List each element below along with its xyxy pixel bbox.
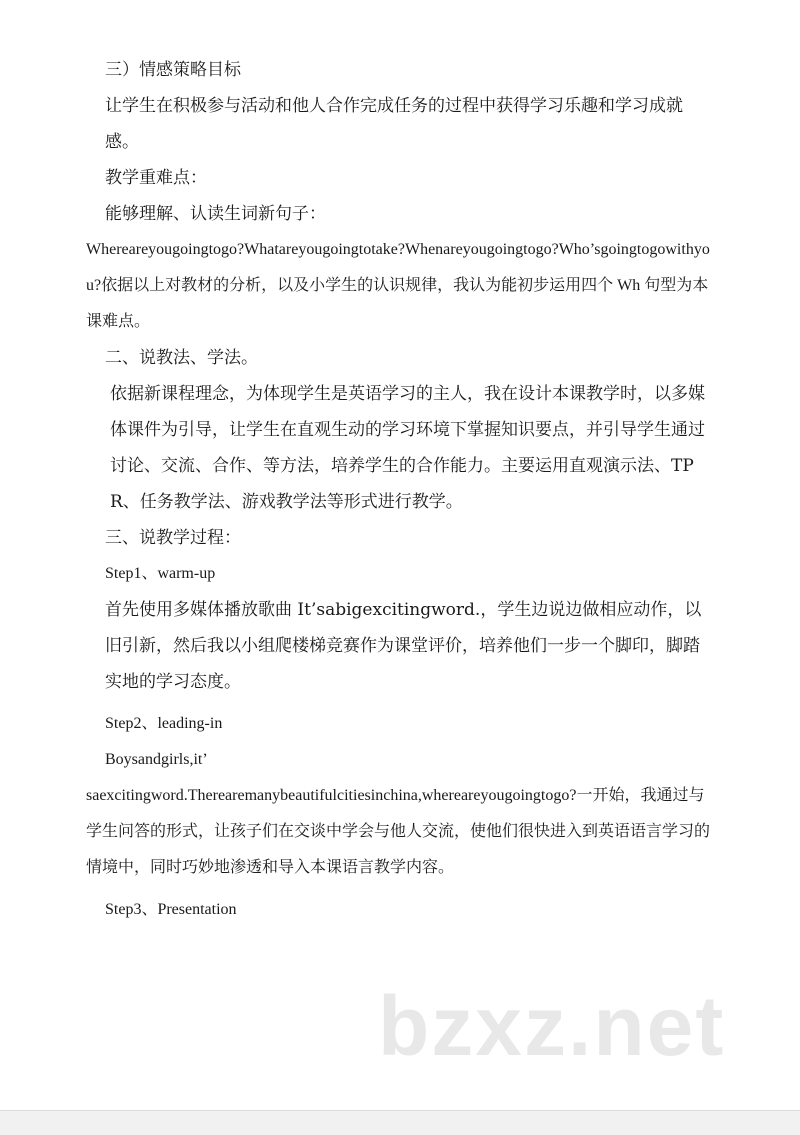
paragraph-step2: saexcitingword.Therearemanybeautifulcitiesinchina,whereareyougoingtogo?一开始，我通过与学生问答的形式，让孩子们在交谈中学会与他人交流，使他们很快进入到英语语言学习的情境中，同时巧妙地渗透和导入本课语言教学内容。 [86,787,711,876]
heading-key-difficulties: 教学重难点： [105,168,207,188]
paragraph-new-sentences-intro: 能够理解、认读生词新句子： [105,204,326,224]
step3-title: Step3、Presentation [105,901,237,918]
heading-teaching-process: 三、说教学过程： [105,528,241,548]
step2-line1: Boysandgirls,it’ [105,751,208,768]
step2-title: Step2、leading-in [105,715,223,732]
viewer-bottom-bar [0,1110,800,1135]
paragraph-teaching-methods: 依据新课程理念，为体现学生是英语学习的主人，我在设计本课教学时，以多媒体课件为引导，让学生在直观生动的学习环境下掌握知识要点，并引导学生通过讨论、交流、合作、等方法，培养学生的合作能力。主要运用直观演示法、TPR、任务教学法、游戏教学法等形式进行教学。 [110,384,705,512]
watermark-logo: bzxz.net [378,979,726,1073]
paragraph-step1: 首先使用多媒体播放歌曲 It’sabigexcitingword.，学生边说边做相应动作，以旧引新，然后我以小组爬楼梯竞赛作为课堂评价，培养他们一步一个脚印，脚踏实地的学习态度。 [105,600,702,692]
paragraph-wh-questions: Whereareyougoingtogo?Whatareyougoingtotake?Whenareyougoingtogo?Who’sgoingtogowithyou?依据以上对教材的分析，以及小学生的认识规律，我认为能初步运用四个 Wh 句型为本课难点。 [86,241,710,330]
heading-emotional-goals: 三）情感策略目标 [105,60,241,80]
document-body [86,52,716,928]
paragraph-emotional-goals: 让学生在积极参与活动和他人合作完成任务的过程中获得学习乐趣和学习成就感。 [105,96,683,152]
heading-teaching-methods: 二、说教法、学法。 [105,348,258,368]
step1-title: Step1、warm-up [105,565,216,582]
